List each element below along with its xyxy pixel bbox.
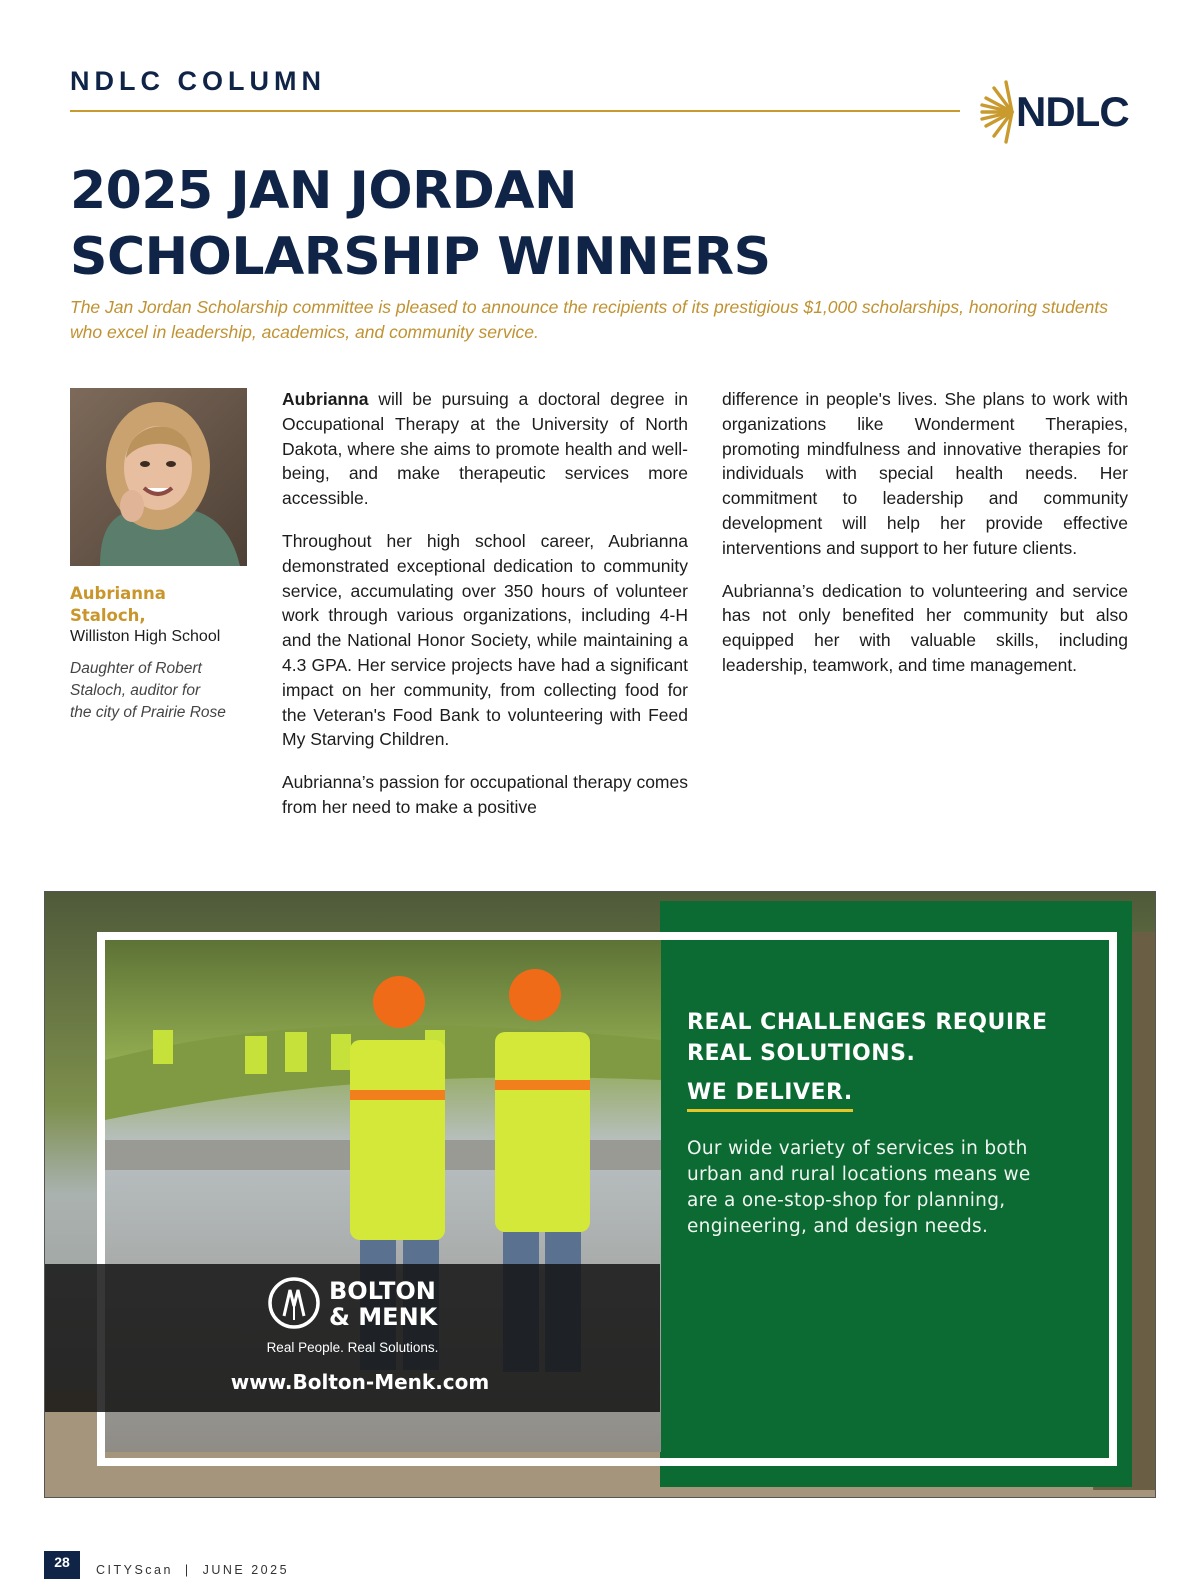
brand-name-line-1: BOLTON [329, 1277, 436, 1305]
title-line-2: SCHOLARSHIP WINNERS [70, 227, 771, 287]
winner-description [70, 658, 255, 724]
winner-name [70, 583, 166, 627]
title-line-1: 2025 JAN JORDAN [70, 161, 578, 221]
paragraph-3-continued: difference in people's lives. She plans to work with organizations like Wonderment Therapies, promoting mindfulness and innovative therapies for individuals with special health needs. Her commitment to leadership and community development will help her provide effective interventions and support to her future clients. [722, 389, 1128, 558]
winner-name-line-1: Aubrianna [70, 584, 166, 603]
paragraph-1-text: will be pursuing a doctoral degree in Occupational Therapy at the University of North Dakota, where she aims to promote health and well-being, and make therapeutic services more accessible. [282, 389, 688, 509]
brand-name-line-2: & MENK [329, 1303, 438, 1331]
ndlc-logo [978, 76, 1130, 148]
bolton-menk-emblem-icon [267, 1276, 321, 1330]
sunburst-icon [978, 76, 1018, 148]
ad-headline-line-1: REAL CHALLENGES REQUIRE [687, 1010, 1048, 1035]
paragraph-3-start: Aubrianna’s passion for occupational therapy comes from her need to make a positive [282, 772, 688, 817]
section-label: NDLC COLUMN [70, 66, 326, 96]
lead-name: Aubrianna [282, 389, 369, 409]
body-column-1 [282, 387, 688, 838]
ad-body-text: Our wide variety of services in both urban and rural locations means we are a one-stop-shop for planning, engineering, and design needs. [687, 1138, 1031, 1237]
page-number: 28 [44, 1551, 80, 1579]
winner-school: Williston High School [70, 628, 221, 645]
paragraph-2: Throughout her high school career, Aubrianna demonstrated exceptional dedication to community service, accumulating over 350 hours of volunteer work through various organizations, including 4-H and the National Honor Society, while maintaining a 4.3 GPA. Her service projects have had a significant impact on her community, from collecting food for the Veteran's Food Bank to volunteering with Feed My Starving Children. [282, 530, 688, 750]
winner-desc-line-3: the city of Prairie Rose [70, 704, 226, 721]
ad-headline [687, 1007, 1087, 1069]
paragraph-1 [282, 387, 688, 511]
article-intro: The Jan Jordan Scholarship committee is pleased to announce the recipients of its prestigious $1,000 scholarships, honoring students who excel in leadership, academics, and community service. [70, 297, 1108, 342]
article-title [70, 158, 970, 290]
bolton-menk-logo [267, 1276, 467, 1332]
ad-website-link[interactable]: www.Bolton-Menk.com [230, 1370, 490, 1394]
ad-tagline: Real People. Real Solutions. [266, 1340, 439, 1355]
ad-we-deliver: WE DELIVER. [687, 1080, 853, 1112]
body-column-2 [722, 387, 1128, 696]
brand-name [329, 1278, 437, 1330]
winner-photo [70, 388, 247, 566]
winner-name-line-2: Staloch, [70, 606, 146, 625]
ad-headline-line-2: REAL SOLUTIONS. [687, 1041, 916, 1066]
paragraph-4: Aubrianna’s dedication to volunteering and service has not only benefited her community but also equipped her with valuable skills, including leadership, teamwork, and time management. [722, 580, 1128, 675]
winner-desc-line-2: Staloch, auditor for [70, 682, 201, 699]
winner-desc-line-1: Daughter of Robert [70, 660, 202, 677]
publication-info: CITYScan | JUNE 2025 [96, 1563, 290, 1577]
header-rule [70, 110, 960, 112]
logo-text: NDLC [1016, 88, 1129, 135]
bolton-menk-ad[interactable] [44, 891, 1156, 1498]
